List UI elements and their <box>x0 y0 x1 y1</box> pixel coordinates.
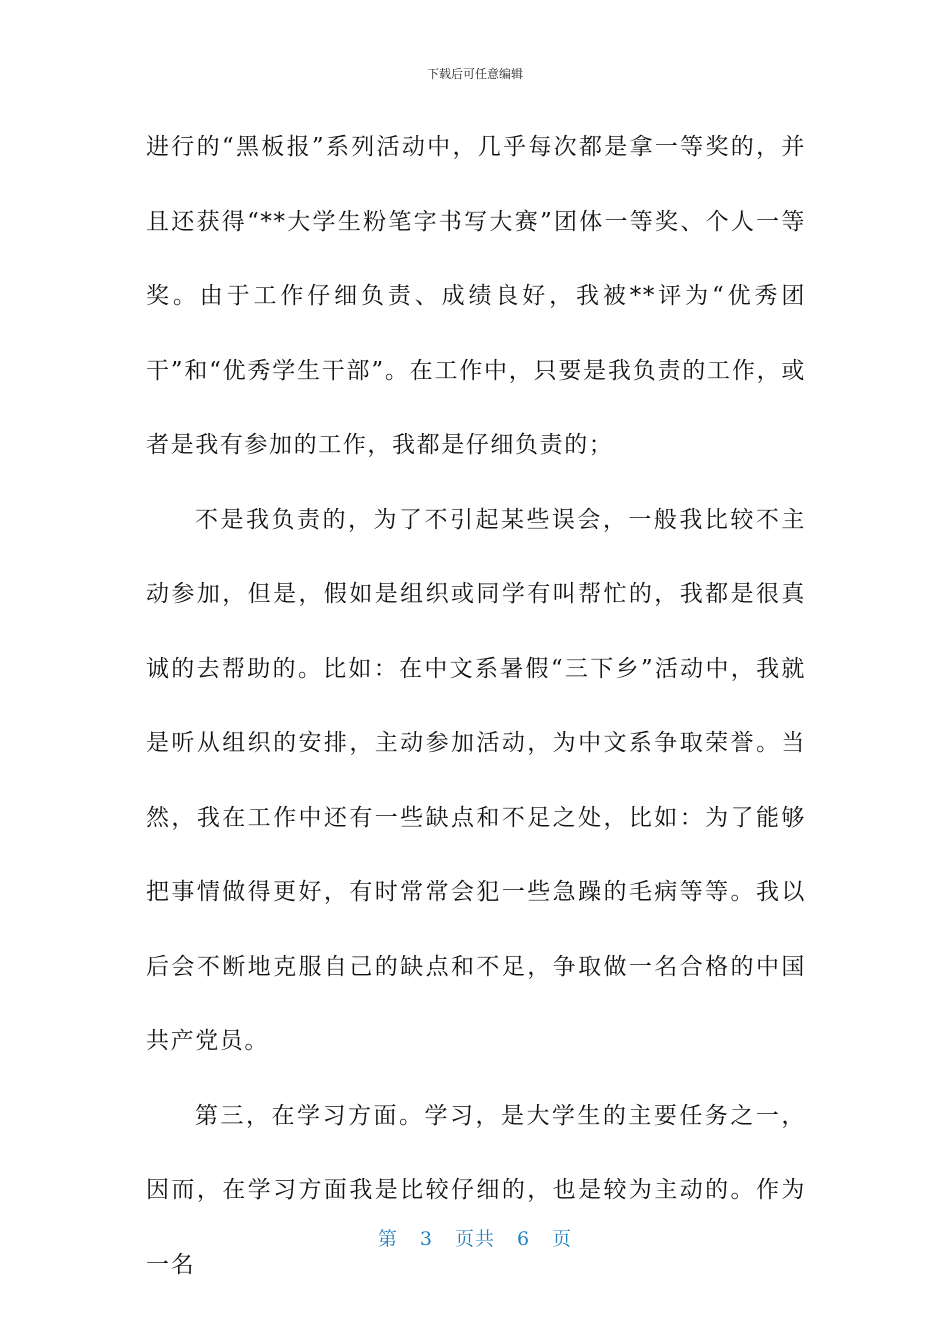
paragraph-2: 不是我负责的，为了不引起某些误会，一般我比较不主动参加，但是，假如是组织或同学有叫帮忙的，我都是很真诚的去帮助的。比如：在中文系暑假“三下乡”活动中，我就是听从组织的安排，主动参加活动，为中文系争取荣誉。当然，我在工作中还有一些缺点和不足之处，比如：为了能够把事情做得更好，有时常常会犯一些急躁的毛病等等。我以后会不断地克服自己的缺点和不足，争取做一名合格的中国共产党员。 <box>146 506 806 1054</box>
paragraph-1: 进行的“黑板报”系列活动中，几乎每次都是拿一等奖的，并且还获得“**大学生粉笔字书写大赛”团体一等奖、个人一等奖。由于工作仔细负责、成绩良好，我被**评为“优秀团干”和“优秀学生干部”。在工作中，只要是我负责的工作，或者是我有参加的工作，我都是仔细负责的； <box>146 134 806 458</box>
page-header: 下载后可任意编辑 <box>426 67 523 81</box>
page-label-mid: 页共 <box>454 1228 495 1250</box>
total-pages-number: 6 <box>517 1228 531 1250</box>
page-footer <box>0 1226 950 1252</box>
page-label-suffix: 页 <box>552 1228 573 1250</box>
page-label-prefix: 第 <box>377 1228 398 1250</box>
current-page-number: 3 <box>419 1228 433 1250</box>
document-body <box>146 110 806 1302</box>
paragraph-3: 第三，在学习方面。学习，是大学生的主要任务之一，因而，在学习方面我是比较仔细的，也是较为主动的。作为一名 <box>146 1102 806 1278</box>
